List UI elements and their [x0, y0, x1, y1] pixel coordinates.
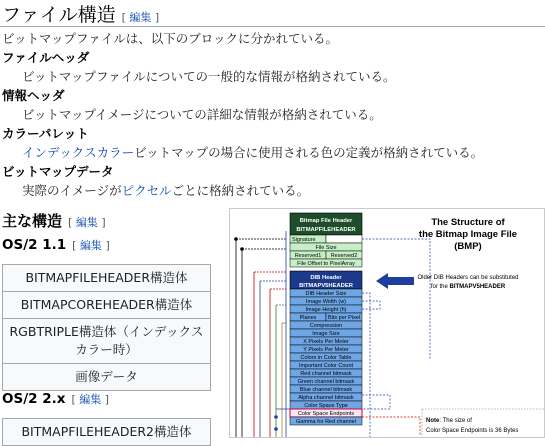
table-row	[3, 364, 211, 391]
size-note-line-1: Note: The size of	[426, 418, 472, 424]
os2-11-title: OS/2 1.1	[2, 237, 67, 253]
figure-title-line-3: (BMP)	[454, 241, 482, 252]
dib-field-label: Color Space Endpoints	[297, 411, 355, 417]
dib-field-label: Compression	[309, 323, 343, 329]
older-note-line-2: for the BITMAPV5HEADER	[430, 284, 506, 290]
dib-field-label: Blue channel bitmask	[299, 387, 353, 393]
edit-os2-11	[72, 239, 110, 252]
field-size-connectors	[362, 239, 430, 438]
field-reserved2: Reserved2	[330, 253, 358, 259]
desc-color-palette-text: ビットマップの場合に使用される色の定義が格納されている。	[134, 145, 484, 160]
dib-field-label: Planes	[299, 315, 317, 321]
edit-bracket-open: [	[71, 393, 76, 406]
table-cell: 画像データ	[3, 364, 211, 391]
table-row	[3, 292, 211, 319]
offset-connectors	[236, 231, 286, 438]
main-structure-heading	[2, 210, 106, 231]
os2-11-heading	[2, 237, 110, 253]
dib-header-fields	[290, 289, 362, 425]
desc-color-palette	[2, 144, 542, 162]
edit-link[interactable]: 編集	[75, 216, 98, 229]
table-cell: BITMAPFILEHEADER2構造体	[3, 419, 211, 446]
table-cell: RGBTRIPLE構造体（インデックスカラー時）	[3, 319, 211, 364]
desc-bitmap-data-pre: 実際のイメージが	[22, 183, 122, 198]
dib-field-label: DIB Header Size	[305, 291, 347, 297]
edit-link[interactable]: 編集	[79, 393, 102, 406]
file-header-struct: BITMAPFILEHEADER	[296, 227, 356, 233]
dib-field-label: Colors in Color Table	[300, 355, 352, 361]
os2-2x-structure-table	[2, 418, 211, 446]
field-reserved1: Reserved1	[294, 253, 322, 259]
bmp-structure-diagram	[230, 209, 545, 438]
os2-11-structure-table	[2, 264, 211, 391]
edit-bracket-close: ]	[105, 239, 110, 252]
edit-bracket-close: ]	[154, 11, 160, 24]
edit-bracket-open: [	[121, 11, 126, 24]
dib-field-label: Image Size	[312, 331, 340, 337]
dib-field-label: Red channel bitmask	[300, 371, 352, 377]
heading-divider	[0, 26, 545, 27]
link-pixel[interactable]: ピクセル	[121, 183, 172, 198]
dib-field-label: Gamma for Red channel	[296, 419, 356, 425]
edit-os2-2x	[71, 393, 109, 406]
file-header-title: Bitmap File Header	[299, 218, 353, 224]
edit-bracket-open: [	[68, 216, 73, 229]
section-title: ファイル構造	[2, 4, 116, 26]
dib-field-label: Alpha channel bitmask	[298, 395, 354, 401]
dib-header-block	[290, 271, 362, 425]
dib-field-label: Image Height (h)	[305, 307, 347, 313]
dib-header-title: DIB Header	[310, 275, 342, 281]
file-header-block	[290, 213, 362, 267]
desc-file-header: ビットマップファイルについての一般的な情報が格納されている。	[22, 69, 396, 84]
dib-field-label: Color Space Type	[304, 403, 348, 409]
dib-field-label: X Pixels Per Meter	[303, 339, 349, 345]
older-note-line-1: Older DIB Headers can be substituted	[417, 275, 519, 281]
size-note-line-2: Color Space Endpoints is 36 Bytes	[426, 428, 519, 434]
term-file-header: ファイルヘッダ	[2, 50, 90, 65]
term-info-header: 情報ヘッダ	[2, 88, 65, 103]
os2-2x-heading	[2, 391, 109, 407]
desc-info-header: ビットマップイメージについての詳細な情報が格納されている。	[22, 107, 382, 122]
dib-field-label: Green channel bitmask	[297, 379, 355, 385]
term-color-palette: カラーパレット	[2, 126, 89, 141]
table-cell: BITMAPCOREHEADER構造体	[3, 292, 211, 319]
dib-field-label: Important Color Count	[298, 363, 354, 369]
edit-bracket-close: ]	[104, 393, 110, 406]
desc-bitmap-data-rest: ごとに格納されている。	[171, 183, 310, 198]
intro-text: ビットマップファイルは、以下のブロックに分かれている。	[2, 31, 339, 46]
link-indexed-color[interactable]: インデックスカラー	[22, 145, 135, 160]
edit-main-structure	[68, 216, 106, 229]
figure-title-line-1: The Structure of	[431, 217, 505, 228]
dib-header-struct: BITMAPV5HEADER	[299, 283, 353, 289]
table-row	[3, 319, 211, 364]
os2-2x-title: OS/2 2.x	[2, 391, 66, 407]
field-file-size: File Size	[315, 245, 337, 251]
edit-link[interactable]: 編集	[79, 239, 102, 252]
term-bitmap-data: ビットマップデータ	[2, 164, 114, 179]
edit-bracket-close: ]	[101, 216, 106, 229]
block-list	[2, 49, 542, 200]
edit-bracket-open: [	[72, 239, 77, 252]
field-file-offset: File Offset to PixelArray	[297, 261, 355, 267]
dib-field-label: Image Width (w)	[305, 299, 347, 305]
desc-bitmap-data	[2, 182, 542, 200]
edit-section	[122, 11, 160, 24]
table-row	[3, 419, 211, 446]
table-cell: BITMAPFILEHEADER構造体	[3, 265, 211, 292]
dib-field-label: Y Pixels Per Meter	[303, 347, 349, 353]
table-row	[3, 265, 211, 292]
bmp-structure-figure[interactable]	[229, 208, 545, 438]
size-note	[422, 409, 545, 438]
section-heading	[2, 0, 159, 27]
older-header-note	[376, 273, 519, 290]
dib-field-label: Bits per Pixel	[327, 315, 361, 321]
field-signature: Signature	[292, 237, 316, 243]
edit-link[interactable]: 編集	[129, 11, 152, 24]
figure-title-line-2: the Bitmap Image File	[418, 229, 518, 240]
main-structure-title: 主な構造	[2, 212, 63, 230]
